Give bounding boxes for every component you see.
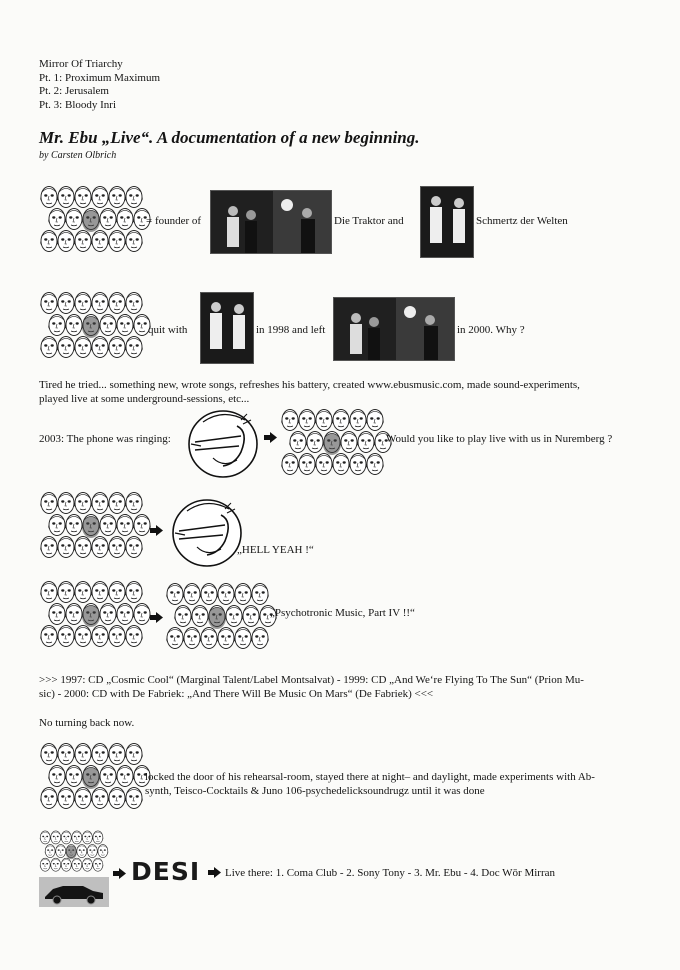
- arrow-right-icon: [208, 867, 221, 878]
- band-photo: [200, 292, 254, 364]
- paragraph-line: Tired he tried... something new, wrote songs, refreshes his battery, created www.ebusmusic.com, made sound-experiments,: [39, 379, 580, 391]
- tracklist: [39, 58, 160, 112]
- face-grid-icon: [39, 185, 154, 253]
- why-text: in 2000. Why ?: [457, 324, 525, 336]
- article-byline: by Carsten Olbrich: [39, 150, 117, 161]
- arrow-right-icon: [113, 868, 126, 879]
- psycho-text: „Psychotronic Music, Part IV !!“: [270, 607, 415, 619]
- rehearsal-paragraph: [145, 770, 645, 798]
- arrow-right-icon: [264, 432, 277, 443]
- paragraph: [39, 378, 649, 406]
- band-photo: [420, 186, 474, 258]
- band-photo: [333, 297, 455, 361]
- face-grid-icon: [39, 742, 154, 810]
- paragraph-line: synth, Teisco-Cocktails & Juno 106-psychedelicksoundrugz until it was done: [145, 785, 485, 797]
- left-text: in 1998 and left: [256, 324, 326, 336]
- discography-line: sic) - 2000: CD with De Fabriek: „And There Will Be Music On Mars“ (De Fabriek) <<<: [39, 688, 434, 700]
- tracklist-part: Pt. 2: Jerusalem: [39, 85, 109, 97]
- discography-line: >>> 1997: CD „Cosmic Cool“ (Marginal Talent/Label Montsalvat) - 1999: CD „And We‘re Flying To The Sun“ (Prion Mu-: [39, 674, 584, 686]
- face-grid-icon: [165, 582, 280, 650]
- tracklist-part: Pt. 1: Proximum Maximum: [39, 71, 161, 84]
- live-text: Live there: 1. Coma Club - 2. Sony Tony - 3. Mr. Ebu - 4. Doc Wōr Mirran: [225, 867, 555, 879]
- face-grid-icon: [39, 580, 154, 648]
- tracklist-part: Pt. 3: Bloody Inri: [39, 98, 117, 111]
- paragraph-line: played live at some underground-sessions, etc...: [39, 393, 250, 405]
- answer-text: „HELL YEAH !“: [237, 544, 314, 556]
- article-title: Mr. Ebu „Live“. A documentation of a new beginning.: [39, 128, 420, 147]
- no-turning-text: No turning back now.: [39, 717, 135, 729]
- face-grid-icon: [39, 830, 109, 872]
- and-text: Die Traktor and: [334, 215, 404, 227]
- face-grid-icon: [39, 291, 154, 359]
- face-grid-icon: [39, 491, 154, 559]
- paragraph-line: locked the door of his rehearsal-room, stayed there at night– and daylight, made experiments with Ab-: [145, 771, 595, 783]
- phone-text: 2003: The phone was ringing:: [39, 433, 171, 445]
- car-icon: [39, 877, 109, 907]
- question-text: Would you like to play live with us in Nuremberg ?: [386, 433, 613, 445]
- tracklist-title: Mirror Of Triarchy: [39, 58, 123, 70]
- face-grid-icon: [280, 408, 395, 476]
- founder-text: = founder of: [146, 215, 202, 227]
- phone-caller-icon: [167, 495, 247, 569]
- discography: [39, 673, 649, 701]
- band-text: Schmertz der Welten: [476, 215, 568, 227]
- band-photo: [210, 190, 332, 254]
- arrow-right-icon: [150, 612, 163, 623]
- desi-logo: DESI: [131, 857, 201, 886]
- phone-caller-icon: [183, 406, 263, 480]
- arrow-right-icon: [150, 525, 163, 536]
- quit-text: quit with: [148, 324, 188, 336]
